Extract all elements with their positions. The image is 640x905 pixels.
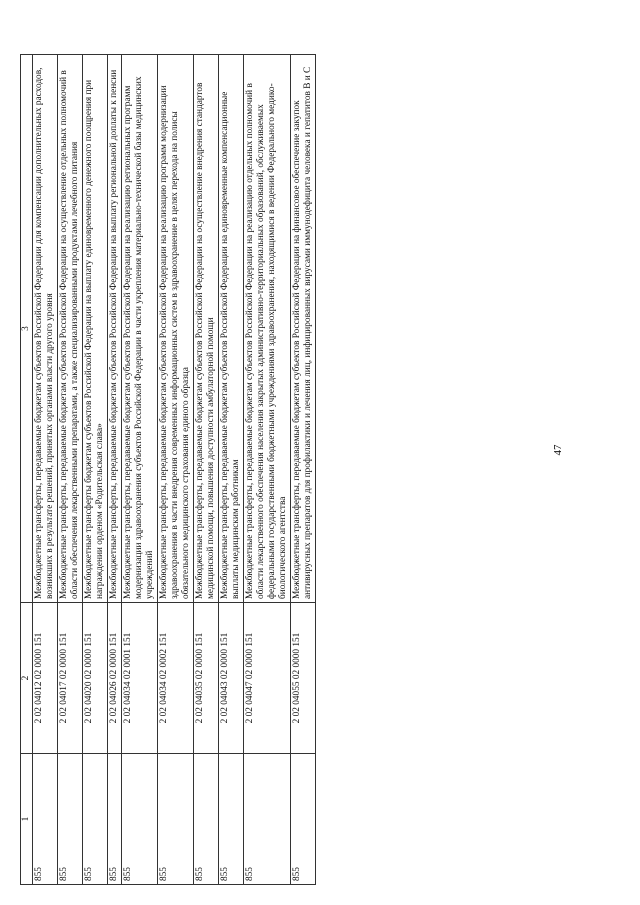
admin-code: 855 [244, 754, 291, 885]
rotated-table-wrapper [20, 55, 490, 885]
table-row [219, 55, 244, 885]
income-name: Межбюджетные трансферты, передаваемые бюджетам субъектов Российской Федерации на осуществление внедрения стандартов медицинской помощи, повышения доступности амбулаторной помощи [194, 55, 219, 603]
income-name: Межбюджетные трансферты, передаваемые бюджетам субъектов Российской Федерации для компенсации дополнительных расходов, возникших в результате решений, принятых органами власти другого уровня [33, 55, 58, 603]
header-cell-3: 3 [21, 55, 33, 603]
page-number: 47 [552, 444, 564, 456]
admin-code: 855 [219, 754, 244, 885]
header-cell-1: 1 [21, 754, 33, 885]
budget-code: 2 02 04034 02 0002 151 [158, 603, 194, 754]
table-row [108, 55, 122, 885]
income-name: Межбюджетные трансферты, передаваемые бюджетам субъектов Российской Федерации на единовременные компенсационные выплаты медицинским работникам [219, 55, 244, 603]
header-row [21, 55, 33, 885]
table-row [58, 55, 83, 885]
admin-code: 855 [291, 754, 316, 885]
codes-table [20, 54, 316, 885]
admin-code: 855 [158, 754, 194, 885]
table-row [158, 55, 194, 885]
budget-code: 2 02 04012 02 0000 151 [33, 603, 58, 754]
income-name: Межбюджетные трансферты, передаваемые бюджетам субъектов Российской Федерации на реализацию программ модернизации здравоохранения в части внедрения современных информационных систем в здравоохранение в целях перехода на полисы обязательного медицинского страхования единого образца [158, 55, 194, 603]
income-name: Межбюджетные трансферты, передаваемые бюджетам субъектов Российской Федерации на реализацию отдельных полномочий в области лекарственного обеспечения населения закрытых административно-территориальных образований, обслуживаемых федеральными государственными бюджетными учреждениями здравоохранения, находящимися в ведении Федерального медико-биологического агентства [244, 55, 291, 603]
budget-code: 2 02 04035 02 0000 151 [194, 603, 219, 754]
table-row [244, 55, 291, 885]
header-cell-2: 2 [21, 603, 33, 754]
admin-code: 855 [58, 754, 83, 885]
budget-code: 2 02 04043 02 0000 151 [219, 603, 244, 754]
table-row [194, 55, 219, 885]
budget-code: 2 02 04047 02 0000 151 [244, 603, 291, 754]
income-name: Межбюджетные трансферты, передаваемые бюджетам субъектов Российской Федерации на выплату региональной доплаты к пенсии [108, 55, 122, 603]
income-name: Межбюджетные трансферты бюджетам субъектов Российской Федерации на выплату единовременного денежного поощрения при награждении орденом «Родительская слава» [83, 55, 108, 603]
budget-code: 2 02 04055 02 0000 151 [291, 603, 316, 754]
table-row [33, 55, 58, 885]
income-name: Межбюджетные трансферты, передаваемые бюджетам субъектов Российской Федерации на осуществление отдельных полномочий в области обеспечения лекарственными препаратами, а также специализированными продуктами лечебного питания [58, 55, 83, 603]
admin-code: 855 [83, 754, 108, 885]
income-name: Межбюджетные трансферты, передаваемые бюджетам субъектов Российской Федерации на реализацию региональных программ модернизации здравоохранения субъектов Российской Федерации в части укрепления материально-технической базы медицинских учреждений [122, 55, 158, 603]
table-row [291, 55, 316, 885]
income-name: Межбюджетные трансферты, передаваемые бюджетам субъектов Российской Федерации на финансовое обеспечение закупок антивирусных препаратов для профилактики и лечения лиц, инфицированных вирусами иммунодефицита человека и гепатитов В и С [291, 55, 316, 603]
budget-code: 2 02 04017 02 0000 151 [58, 603, 83, 754]
table-row [83, 55, 108, 885]
budget-code: 2 02 04026 02 0000 151 [108, 603, 122, 754]
admin-code: 855 [122, 754, 158, 885]
budget-code: 2 02 04034 02 0001 151 [122, 603, 158, 754]
admin-code: 855 [194, 754, 219, 885]
table-row [122, 55, 158, 885]
admin-code: 855 [33, 754, 58, 885]
admin-code: 855 [108, 754, 122, 885]
budget-code: 2 02 04020 02 0000 151 [83, 603, 108, 754]
